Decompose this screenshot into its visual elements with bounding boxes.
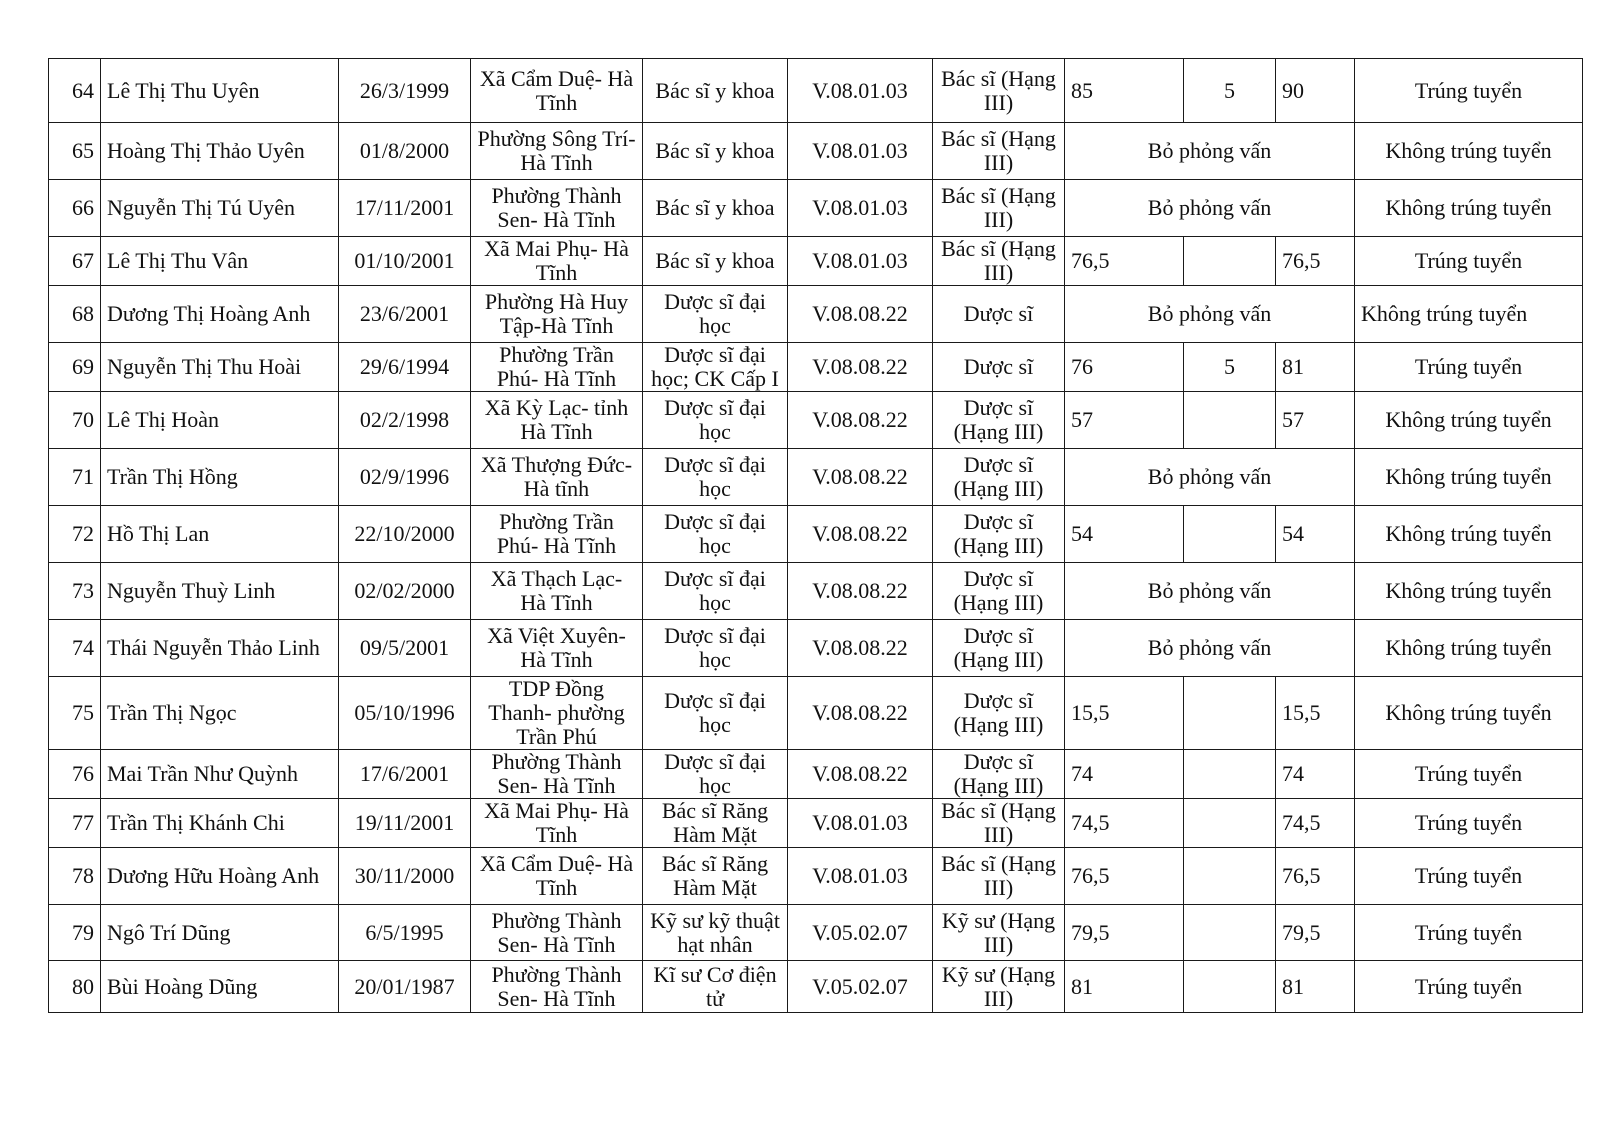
date-of-birth: 02/2/1998	[339, 392, 471, 449]
date-of-birth: 26/3/1999	[339, 59, 471, 123]
candidate-address: Phường Thành Sen- Hà Tĩnh	[471, 750, 643, 799]
position-code: V.08.08.22	[788, 750, 933, 799]
position-rank: Kỹ sư (Hạng III)	[933, 961, 1065, 1013]
total-score: 74	[1276, 750, 1355, 799]
candidate-name: Lê Thị Thu Uyên	[101, 59, 339, 123]
position-code: V.08.01.03	[788, 180, 933, 237]
bonus-points	[1184, 905, 1276, 961]
position-rank: Bác sĩ (Hạng III)	[933, 180, 1065, 237]
interview-score: 57	[1065, 392, 1184, 449]
interview-score: 81	[1065, 961, 1184, 1013]
position-code: V.05.02.07	[788, 961, 933, 1013]
candidate-name: Trần Thị Khánh Chi	[101, 799, 339, 848]
bonus-points	[1184, 677, 1276, 750]
row-number: 70	[49, 392, 101, 449]
admission-result: Trúng tuyển	[1355, 750, 1583, 799]
position-rank: Dược sĩ (Hạng III)	[933, 563, 1065, 620]
qualification: Bác sĩ Răng Hàm Mặt	[643, 799, 788, 848]
interview-score: 15,5	[1065, 677, 1184, 750]
position-code: V.08.01.03	[788, 848, 933, 905]
qualification: Bác sĩ Răng Hàm Mặt	[643, 848, 788, 905]
candidate-name: Hồ Thị Lan	[101, 506, 339, 563]
row-number: 68	[49, 286, 101, 343]
interview-absent-note: Bỏ phỏng vấn	[1065, 123, 1355, 180]
date-of-birth: 22/10/2000	[339, 506, 471, 563]
position-code: V.08.08.22	[788, 506, 933, 563]
position-rank: Dược sĩ (Hạng III)	[933, 506, 1065, 563]
position-code: V.08.08.22	[788, 286, 933, 343]
candidate-address: Xã Thạch Lạc- Hà Tĩnh	[471, 563, 643, 620]
qualification: Dược sĩ đại học	[643, 677, 788, 750]
bonus-points	[1184, 392, 1276, 449]
admission-result: Không trúng tuyển	[1355, 563, 1583, 620]
date-of-birth: 05/10/1996	[339, 677, 471, 750]
qualification: Dược sĩ đại học	[643, 449, 788, 506]
table-row	[49, 677, 1583, 750]
position-code: V.08.01.03	[788, 59, 933, 123]
position-code: V.08.08.22	[788, 343, 933, 392]
interview-absent-note: Bỏ phỏng vấn	[1065, 620, 1355, 677]
qualification: Bác sĩ y khoa	[643, 237, 788, 286]
qualification: Dược sĩ đại học	[643, 506, 788, 563]
candidate-address: Xã Thượng Đức- Hà tĩnh	[471, 449, 643, 506]
candidate-address: Xã Cẩm Duệ- Hà Tĩnh	[471, 59, 643, 123]
candidate-address: Phường Sông Trí- Hà Tĩnh	[471, 123, 643, 180]
candidate-address: Xã Mai Phụ- Hà Tĩnh	[471, 799, 643, 848]
candidate-name: Bùi Hoàng Dũng	[101, 961, 339, 1013]
row-number: 66	[49, 180, 101, 237]
admission-result: Trúng tuyển	[1355, 59, 1583, 123]
position-code: V.08.08.22	[788, 449, 933, 506]
row-number: 80	[49, 961, 101, 1013]
table-row	[49, 961, 1583, 1013]
qualification: Dược sĩ đại học	[643, 750, 788, 799]
bonus-points: 5	[1184, 343, 1276, 392]
admission-result: Trúng tuyển	[1355, 799, 1583, 848]
candidate-address: Phường Trần Phú- Hà Tĩnh	[471, 343, 643, 392]
qualification: Kĩ sư Cơ điện tử	[643, 961, 788, 1013]
candidate-address: Xã Việt Xuyên- Hà Tĩnh	[471, 620, 643, 677]
bonus-points	[1184, 961, 1276, 1013]
position-code: V.08.08.22	[788, 677, 933, 750]
admission-result: Trúng tuyển	[1355, 905, 1583, 961]
interview-absent-note: Bỏ phỏng vấn	[1065, 449, 1355, 506]
interview-absent-note: Bỏ phỏng vấn	[1065, 180, 1355, 237]
interview-absent-note: Bỏ phỏng vấn	[1065, 286, 1355, 343]
position-rank: Bác sĩ (Hạng III)	[933, 59, 1065, 123]
position-code: V.08.08.22	[788, 392, 933, 449]
bonus-points	[1184, 799, 1276, 848]
date-of-birth: 6/5/1995	[339, 905, 471, 961]
row-number: 64	[49, 59, 101, 123]
position-code: V.08.08.22	[788, 563, 933, 620]
position-rank: Dược sĩ (Hạng III)	[933, 750, 1065, 799]
table-row	[49, 286, 1583, 343]
qualification: Dược sĩ đại học	[643, 286, 788, 343]
candidate-name: Trần Thị Ngọc	[101, 677, 339, 750]
date-of-birth: 19/11/2001	[339, 799, 471, 848]
candidate-address: Xã Cẩm Duệ- Hà Tĩnh	[471, 848, 643, 905]
qualification: Kỹ sư kỹ thuật hạt nhân	[643, 905, 788, 961]
bonus-points	[1184, 848, 1276, 905]
total-score: 79,5	[1276, 905, 1355, 961]
row-number: 79	[49, 905, 101, 961]
table-row	[49, 905, 1583, 961]
candidate-name: Trần Thị Hồng	[101, 449, 339, 506]
candidate-name: Lê Thị Hoàn	[101, 392, 339, 449]
bonus-points	[1184, 750, 1276, 799]
interview-score: 79,5	[1065, 905, 1184, 961]
candidate-name: Lê Thị Thu Vân	[101, 237, 339, 286]
position-rank: Bác sĩ (Hạng III)	[933, 123, 1065, 180]
total-score: 15,5	[1276, 677, 1355, 750]
admission-result: Không trúng tuyển	[1355, 506, 1583, 563]
bonus-points	[1184, 237, 1276, 286]
position-rank: Dược sĩ (Hạng III)	[933, 449, 1065, 506]
candidate-address: Xã Kỳ Lạc- tỉnh Hà Tĩnh	[471, 392, 643, 449]
interview-score: 74	[1065, 750, 1184, 799]
position-code: V.08.01.03	[788, 799, 933, 848]
table-row	[49, 750, 1583, 799]
admission-result: Không trúng tuyển	[1355, 123, 1583, 180]
candidate-name: Dương Hữu Hoàng Anh	[101, 848, 339, 905]
candidate-address: Phường Thành Sen- Hà Tĩnh	[471, 961, 643, 1013]
candidate-address: Phường Thành Sen- Hà Tĩnh	[471, 905, 643, 961]
candidate-name: Mai Trần Như Quỳnh	[101, 750, 339, 799]
date-of-birth: 23/6/2001	[339, 286, 471, 343]
admission-result: Không trúng tuyển	[1355, 286, 1583, 343]
row-number: 76	[49, 750, 101, 799]
admission-result: Trúng tuyển	[1355, 237, 1583, 286]
qualification: Dược sĩ đại học	[643, 563, 788, 620]
qualification: Dược sĩ đại học; CK Cấp I	[643, 343, 788, 392]
row-number: 74	[49, 620, 101, 677]
date-of-birth: 02/9/1996	[339, 449, 471, 506]
candidate-name: Ngô Trí Dũng	[101, 905, 339, 961]
row-number: 72	[49, 506, 101, 563]
table-row	[49, 449, 1583, 506]
interview-absent-note: Bỏ phỏng vấn	[1065, 563, 1355, 620]
admission-result: Không trúng tuyển	[1355, 392, 1583, 449]
row-number: 78	[49, 848, 101, 905]
total-score: 54	[1276, 506, 1355, 563]
candidate-name: Dương Thị Hoàng Anh	[101, 286, 339, 343]
position-rank: Dược sĩ (Hạng III)	[933, 392, 1065, 449]
date-of-birth: 01/10/2001	[339, 237, 471, 286]
interview-score: 74,5	[1065, 799, 1184, 848]
date-of-birth: 29/6/1994	[339, 343, 471, 392]
total-score: 81	[1276, 343, 1355, 392]
total-score: 90	[1276, 59, 1355, 123]
row-number: 77	[49, 799, 101, 848]
position-code: V.08.08.22	[788, 620, 933, 677]
candidate-results-table	[48, 58, 1583, 1013]
row-number: 65	[49, 123, 101, 180]
position-rank: Dược sĩ (Hạng III)	[933, 677, 1065, 750]
row-number: 67	[49, 237, 101, 286]
position-rank: Dược sĩ	[933, 286, 1065, 343]
bonus-points: 5	[1184, 59, 1276, 123]
date-of-birth: 17/6/2001	[339, 750, 471, 799]
table-row	[49, 123, 1583, 180]
table-body	[49, 59, 1583, 1013]
position-rank: Kỹ sư (Hạng III)	[933, 905, 1065, 961]
total-score: 76,5	[1276, 848, 1355, 905]
date-of-birth: 01/8/2000	[339, 123, 471, 180]
qualification: Bác sĩ y khoa	[643, 123, 788, 180]
row-number: 75	[49, 677, 101, 750]
table-row	[49, 506, 1583, 563]
date-of-birth: 02/02/2000	[339, 563, 471, 620]
date-of-birth: 20/01/1987	[339, 961, 471, 1013]
table-row	[49, 180, 1583, 237]
position-code: V.05.02.07	[788, 905, 933, 961]
position-rank: Bác sĩ (Hạng III)	[933, 848, 1065, 905]
candidate-name: Nguyễn Thuỳ Linh	[101, 563, 339, 620]
table-row	[49, 237, 1583, 286]
position-rank: Bác sĩ (Hạng III)	[933, 799, 1065, 848]
position-code: V.08.01.03	[788, 237, 933, 286]
date-of-birth: 09/5/2001	[339, 620, 471, 677]
candidate-name: Thái Nguyễn Thảo Linh	[101, 620, 339, 677]
position-rank: Dược sĩ	[933, 343, 1065, 392]
admission-result: Không trúng tuyển	[1355, 620, 1583, 677]
position-code: V.08.01.03	[788, 123, 933, 180]
row-number: 69	[49, 343, 101, 392]
total-score: 74,5	[1276, 799, 1355, 848]
date-of-birth: 17/11/2001	[339, 180, 471, 237]
candidate-address: Phường Hà Huy Tập-Hà Tĩnh	[471, 286, 643, 343]
candidate-name: Hoàng Thị Thảo Uyên	[101, 123, 339, 180]
admission-result: Không trúng tuyển	[1355, 677, 1583, 750]
bonus-points	[1184, 506, 1276, 563]
position-rank: Dược sĩ (Hạng III)	[933, 620, 1065, 677]
candidate-address: Phường Trần Phú- Hà Tĩnh	[471, 506, 643, 563]
interview-score: 54	[1065, 506, 1184, 563]
table-row	[49, 343, 1583, 392]
qualification: Dược sĩ đại học	[643, 620, 788, 677]
qualification: Bác sĩ y khoa	[643, 180, 788, 237]
admission-result: Trúng tuyển	[1355, 343, 1583, 392]
candidate-name: Nguyễn Thị Tú Uyên	[101, 180, 339, 237]
qualification: Bác sĩ y khoa	[643, 59, 788, 123]
interview-score: 76,5	[1065, 237, 1184, 286]
total-score: 81	[1276, 961, 1355, 1013]
admission-result: Trúng tuyển	[1355, 961, 1583, 1013]
admission-result: Trúng tuyển	[1355, 848, 1583, 905]
qualification: Dược sĩ đại học	[643, 392, 788, 449]
position-rank: Bác sĩ (Hạng III)	[933, 237, 1065, 286]
candidate-address: Phường Thành Sen- Hà Tĩnh	[471, 180, 643, 237]
interview-score: 85	[1065, 59, 1184, 123]
row-number: 73	[49, 563, 101, 620]
table-row	[49, 848, 1583, 905]
table-row	[49, 799, 1583, 848]
table-row	[49, 392, 1583, 449]
row-number: 71	[49, 449, 101, 506]
total-score: 57	[1276, 392, 1355, 449]
date-of-birth: 30/11/2000	[339, 848, 471, 905]
candidate-address: TDP Đồng Thanh- phường Trần Phú	[471, 677, 643, 750]
admission-result: Không trúng tuyển	[1355, 449, 1583, 506]
table-row	[49, 59, 1583, 123]
total-score: 76,5	[1276, 237, 1355, 286]
interview-score: 76,5	[1065, 848, 1184, 905]
candidate-name: Nguyễn Thị Thu Hoài	[101, 343, 339, 392]
admission-result: Không trúng tuyển	[1355, 180, 1583, 237]
interview-score: 76	[1065, 343, 1184, 392]
candidate-address: Xã Mai Phụ- Hà Tĩnh	[471, 237, 643, 286]
table-row	[49, 563, 1583, 620]
table-row	[49, 620, 1583, 677]
